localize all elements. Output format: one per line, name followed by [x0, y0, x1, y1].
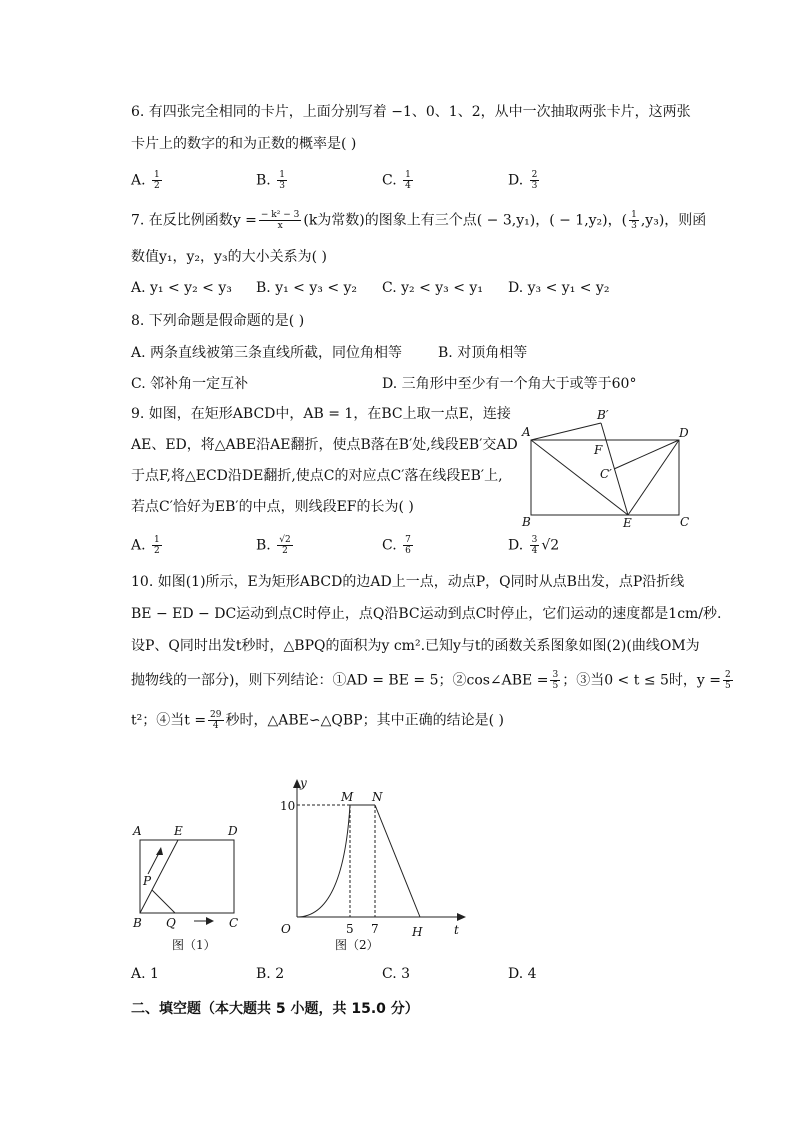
q9-line-2: AE、ED，将△ABE沿AE翻折，使点B落在B′处,线段EB′交AD	[131, 437, 518, 453]
q10-fig1-segment-pq	[152, 890, 175, 913]
q10-fig1-label-q: Q	[166, 916, 176, 930]
q8-choice-c[interactable]: C. 邻补角一定互补	[131, 376, 249, 392]
q8-line-1: 8. 下列命题是假命题的是( )	[131, 313, 305, 329]
q10-fig2-arrow-t	[457, 913, 466, 921]
q7-choice-b[interactable]: B. y₁ < y₃ < y₂	[256, 280, 358, 296]
q6-line-2: 卡片上的数字的和为正数的概率是( )	[131, 136, 357, 152]
q7-choice-d[interactable]: D. y₃ < y₁ < y₂	[508, 280, 610, 296]
q10-fig1-label-a: A	[133, 824, 142, 838]
q10-choice-c[interactable]: C. 3	[382, 966, 411, 982]
q6-choice-d[interactable]: D. $\frac{2}{3}$	[508, 170, 538, 191]
q10-fig1-label-c: C	[229, 916, 239, 930]
q10-fig2-segment-nh	[375, 805, 420, 917]
q8-choice-d[interactable]: D. 三角形中至少有一个角大于或等于60°	[382, 376, 637, 392]
q10-fig1-label-d: D	[228, 824, 238, 838]
q7-line-2: 数值y₁，y₂，y₃的大小关系为( )	[131, 249, 327, 265]
q9-choice-b[interactable]: B. $\frac{√2}{2}$	[256, 535, 291, 556]
q7-choice-c[interactable]: C. y₂ < y₃ < y₁	[382, 280, 483, 296]
q10-line-2: BE − ED − DC运动到点C时停止，点Q沿BC运动到点C时停止，它们运动的速度都是1cm/秒.	[131, 606, 722, 622]
q8-choices-row1	[131, 342, 731, 362]
q9-label-d: D	[679, 426, 689, 440]
q10-figure-1	[125, 818, 250, 958]
q9-segment-ab-prime	[531, 423, 601, 440]
q10-fig2-label-n: N	[372, 790, 383, 804]
section-heading-fill-blank: 二、填空题（本大题共 5 小题，共 15.0 分）	[131, 1001, 419, 1017]
q10-choice-d[interactable]: D. 4	[508, 966, 537, 982]
q9-figure	[515, 403, 705, 531]
q9-label-c-prime: C′	[600, 467, 612, 481]
q10-fig2-label-10: 10	[280, 799, 296, 813]
q6-choice-b[interactable]: B. $\frac{1}{3}$	[256, 170, 285, 191]
q10-fig1-arrowhead-q	[206, 917, 214, 925]
q8-choice-a[interactable]: A. 两条直线被第三条直线所截，同位角相等	[131, 345, 403, 361]
q10-fig1-arrowhead-p	[156, 847, 163, 855]
q8-choice-b[interactable]: B. 对顶角相等	[438, 345, 528, 361]
q10-fig2-caption: 图（2）	[335, 938, 379, 952]
q9-line-4: 若点C′恰好为EB′的中点，则线段EF的长为( )	[131, 499, 414, 515]
q10-figure-2	[270, 772, 470, 957]
q6-choices	[131, 170, 731, 190]
q9-choice-c[interactable]: C. $\frac{7}{6}$	[382, 535, 411, 556]
q7-choices	[131, 280, 731, 300]
q10-fig2-label-m: M	[341, 790, 354, 804]
q9-label-f: F	[594, 443, 603, 457]
q10-fig2-label-h: H	[412, 925, 423, 939]
q10-fig2-label-7: 7	[371, 922, 379, 936]
q10-choice-a[interactable]: A. 1	[131, 966, 159, 982]
q10-fig1-caption: 图（1）	[172, 938, 216, 952]
q9-label-c: C	[680, 515, 690, 529]
q7-line-1: 7. 在反比例函数y = $\frac{\text{− k² − 3}}{x}$ (k为常数)的图象上有三个点( − 3,y₁)，( − 1,y₂)，( $\frac{1}{3}$ ,y₃)，则函	[131, 210, 707, 231]
q10-choices	[131, 966, 731, 986]
q7-choice-a[interactable]: A. y₁ < y₂ < y₃	[131, 280, 232, 296]
q10-fig1-label-p: P	[143, 874, 152, 888]
q10-fig2-label-o: O	[281, 922, 291, 936]
q10-line-5: t²；④当t = $\frac{29}{4}$ 秒时，△ABE∽△QBP；其中正确的结论是( )	[131, 710, 504, 731]
q9-line-1: 9. 如图，在矩形ABCD中，AB = 1，在BC上取一点E，连接	[131, 406, 511, 422]
q10-fig2-label-5: 5	[346, 922, 354, 936]
q9-label-e: E	[623, 516, 632, 530]
q9-choice-d[interactable]: D. $\frac{3}{4}$ √2	[508, 535, 560, 556]
q10-fig1-label-e: E	[174, 824, 183, 838]
q10-choice-b[interactable]: B. 2	[256, 966, 285, 982]
q9-label-b: B	[522, 515, 531, 529]
q9-label-b-prime: B′	[597, 408, 609, 422]
q6-choice-c[interactable]: C. $\frac{1}{4}$	[382, 170, 411, 191]
q10-fig1-label-b: B	[133, 916, 142, 930]
q10-fig1-rectangle	[140, 840, 234, 913]
q9-choice-a[interactable]: A. $\frac{1}{2}$	[131, 535, 160, 556]
q10-line-3: 设P、Q同时出发t秒时，△BPQ的面积为y cm².已知y与t的函数关系图象如图(2)(曲线OM为	[131, 638, 700, 654]
q10-line-4: 抛物线的一部分)，则下列结论：①AD = BE = 5；②cos∠ABE = $\frac{3}{5}$ ；③当0 < t ≤ 5时，y = $\frac{2}{5}$	[131, 670, 731, 691]
q6-line-1: 6. 有四张完全相同的卡片，上面分别写着 −1、0、1、2，从中一次抽取两张卡片，这两张	[131, 104, 691, 120]
q10-line-1: 10. 如图(1)所示，E为矩形ABCD的边AD上一点，动点P，Q同时从点B出发，点P沿折线	[131, 574, 685, 590]
q10-fig2-curve-om	[297, 805, 350, 917]
q9-choices	[131, 535, 731, 555]
q10-fig2-label-y: y	[300, 776, 307, 790]
q8-choices-row2	[131, 373, 731, 393]
q10-fig2-label-t: t	[454, 923, 459, 937]
q9-line-3: 于点F,将△ECD沿DE翻折,使点C的对应点C′落在线段EB′上,	[131, 468, 503, 484]
q9-segment-ae	[531, 440, 628, 515]
q9-label-a: A	[522, 425, 531, 439]
q6-choice-a[interactable]: A. $\frac{1}{2}$	[131, 170, 160, 191]
